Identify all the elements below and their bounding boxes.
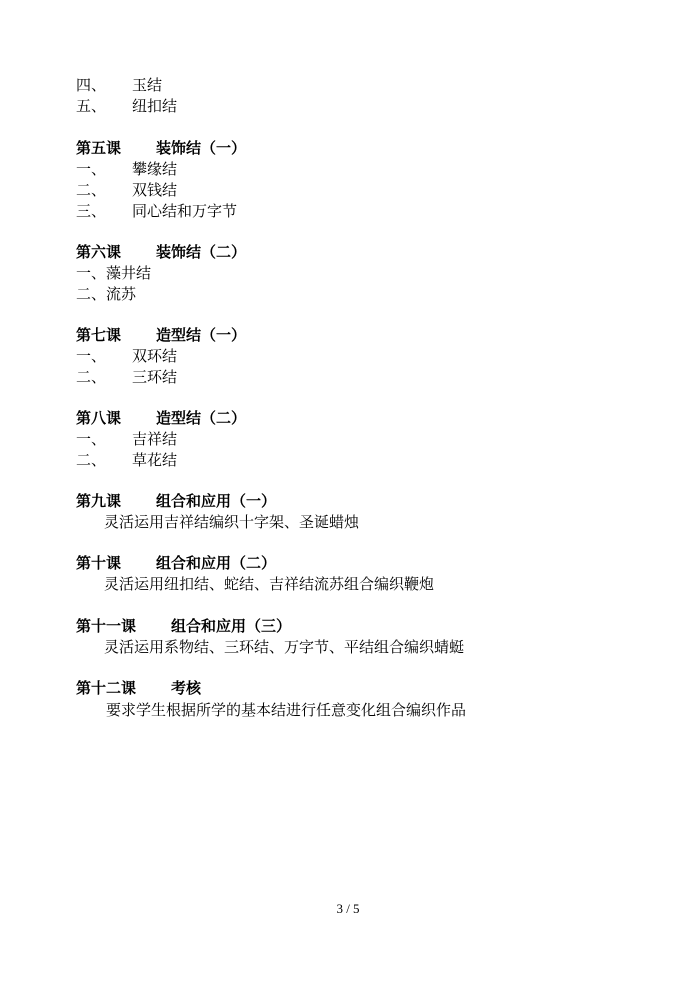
item-number: 五、 [76,97,107,115]
lesson-label: 第十课 [76,554,122,572]
list-item [76,284,136,305]
lesson-description: 灵活运用吉祥结编织十字架、圣诞蜡烛 [104,513,360,531]
item-text: 吉祥结 [132,430,178,448]
lesson-heading [76,553,276,574]
lesson-heading [76,408,246,429]
list-item [76,429,177,450]
item-text: 攀缘结 [132,160,178,178]
page-number: 3 / 5 [336,901,360,916]
item-text: 三环结 [132,368,178,386]
lesson-label: 第六课 [76,243,122,261]
list-item [76,201,237,222]
lesson-title: 考核 [171,679,202,697]
lesson-heading [76,616,291,637]
list-item [76,96,177,117]
item-number: 三、 [76,202,107,220]
lesson-title: 装饰结（一） [156,139,247,157]
lesson-description: 要求学生根据所学的基本结进行任意变化组合编织作品 [106,701,467,719]
lesson-label: 第八课 [76,409,122,427]
list-item [76,346,177,367]
lesson-title: 造型结（二） [156,409,247,427]
list-item [76,263,151,284]
lesson-title: 组合和应用（一） [156,492,277,510]
item-text: 草花结 [132,451,178,469]
lesson-heading [76,138,246,159]
lesson-title: 装饰结（二） [156,243,247,261]
lesson-label: 第十一课 [76,617,137,635]
lesson-description: 灵活运用纽扣结、蛇结、吉祥结流苏组合编织鞭炮 [104,575,435,593]
item-text: 二、流苏 [76,285,137,303]
item-text: 双钱结 [132,181,178,199]
item-number: 四、 [76,76,107,94]
lesson-heading [76,491,276,512]
list-item [76,159,177,180]
item-text: 玉结 [132,76,163,94]
list-item [76,367,177,388]
lesson-label: 第十二课 [76,679,137,697]
item-number: 一、 [76,430,107,448]
item-number: 一、 [76,160,107,178]
item-text: 纽扣结 [132,97,178,115]
item-number: 二、 [76,181,107,199]
lesson-heading [76,678,201,699]
lesson-label: 第九课 [76,492,122,510]
list-item [76,450,177,471]
lesson-title: 组合和应用（三） [171,617,292,635]
item-text: 一、藻井结 [76,264,152,282]
lesson-label: 第五课 [76,139,122,157]
item-number: 二、 [76,451,107,469]
item-text: 双环结 [132,347,178,365]
item-text: 同心结和万字节 [132,202,238,220]
lesson-description: 灵活运用系物结、三环结、万字节、平结组合编织蜻蜓 [104,638,465,656]
lesson-title: 造型结（一） [156,326,247,344]
item-number: 二、 [76,368,107,386]
lesson-heading [76,242,246,263]
list-item [76,180,177,201]
lesson-label: 第七课 [76,326,122,344]
list-item [76,75,162,96]
item-number: 一、 [76,347,107,365]
lesson-heading [76,325,246,346]
lesson-title: 组合和应用（二） [156,554,277,572]
